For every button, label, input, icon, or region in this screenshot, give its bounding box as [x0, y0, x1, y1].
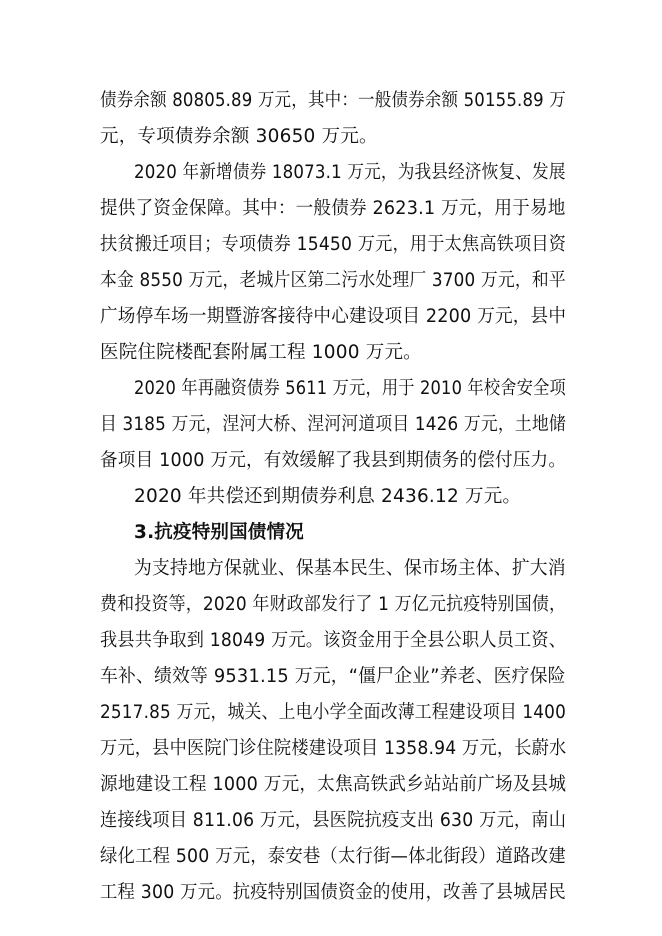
text-line-content: 我县共争取到 18049 万元。该资金用于全县公职人员工资、: [100, 630, 567, 651]
text-line: [0, 695, 662, 731]
text-line-content: 2020 年再融资债券 5611 万元，用于 2010 年校舍安全项: [134, 378, 566, 399]
text-line: [0, 335, 662, 371]
text-line-content: 备项目 1000 万元，有效缓解了我县到期债务的偿付压力。: [100, 450, 567, 471]
text-line: [0, 659, 662, 695]
text-line-content: 扶贫搬迁项目；专项债券 15450 万元，用于太焦高铁项目资: [100, 234, 567, 255]
text-line: [0, 407, 662, 443]
text-line: [0, 551, 662, 587]
text-line-content: 债券余额 80805.89 万元，其中：一般债券余额 50155.89 万: [100, 90, 566, 111]
text-line-content: 目 3185 万元，涅河大桥、涅河河道项目 1426 万元，土地储: [100, 414, 566, 435]
text-line-content: 万元，县中医院门诊住院楼建设项目 1358.94 万元，长蔚水: [100, 738, 567, 759]
text-line-content: 绿化工程 500 万元，泰安巷（太行街—体北街段）道路改建: [100, 846, 566, 867]
text-line-content: 2020 年新增债券 18073.1 万元，为我县经济恢复、发展: [134, 162, 566, 183]
text-line: [0, 623, 662, 659]
text-line-content: 广场停车场一期暨游客接待中心建设项目 2200 万元，县中: [100, 306, 567, 327]
text-line-content: 医院住院楼配套附属工程 1000 万元。: [100, 342, 422, 363]
text-line-content: 2517.85 万元，城关、上电小学全面改薄工程建设项目 1400: [100, 702, 566, 723]
text-line-content: 费和投资等，2020 年财政部发行了 1 万亿元抗疫特别国债，: [100, 594, 567, 615]
text-line-content: 源地建设工程 1000 万元，太焦高铁武乡站站前广场及县城: [100, 774, 567, 795]
text-line-content: 元，专项债券余额 30650 万元。: [100, 126, 378, 147]
text-line: [0, 767, 662, 803]
text-line: [0, 119, 662, 155]
text-line: [0, 839, 662, 875]
text-line-content: 连接线项目 811.06 万元，县医院抗疫支出 630 万元，南山: [100, 810, 567, 831]
text-line: [0, 227, 662, 263]
text-line-content: 本金 8550 万元，老城片区第二污水处理厂 3700 万元，和平: [100, 270, 566, 291]
section-heading-text: 3.抗疫特别国债情况: [134, 522, 304, 543]
text-line: [0, 83, 662, 119]
text-line-content: 2020 年共偿还到期债券利息 2436.12 万元。: [134, 486, 522, 507]
text-line: [0, 587, 662, 623]
text-line-content: 车补、绩效等 9531.15 万元，“僵尸企业”养老、医疗保险: [100, 666, 566, 687]
text-line-content: 为支持地方保就业、保基本民生、保市场主体、扩大消: [134, 558, 566, 579]
text-line: [0, 263, 662, 299]
text-line: [0, 191, 662, 227]
section-heading: [0, 515, 662, 551]
text-line-content: 提供了资金保障。其中：一般债券 2623.1 万元，用于易地: [100, 198, 566, 219]
text-line: [0, 155, 662, 191]
text-line: [0, 299, 662, 335]
text-line: [0, 875, 662, 911]
text-line: [0, 803, 662, 839]
text-line: [0, 479, 662, 515]
text-line: [0, 443, 662, 479]
text-line: [0, 371, 662, 407]
text-line: [0, 731, 662, 767]
text-line-content: 工程 300 万元。抗疫特别国债资金的使用，改善了县城居民: [100, 882, 566, 903]
